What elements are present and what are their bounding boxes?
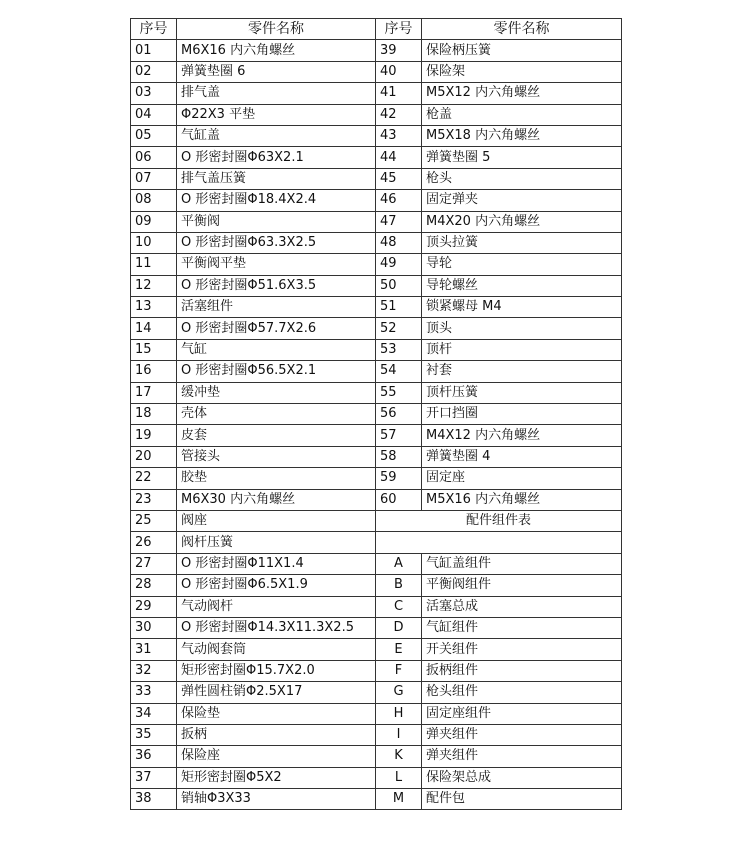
table-row — [131, 275, 622, 296]
part-name: O 形密封圈Φ14.3X11.3X2.5 — [177, 617, 376, 638]
part-name: 气缸盖 — [177, 125, 376, 146]
table-row — [131, 318, 622, 339]
component-code: K — [376, 746, 422, 767]
component-code: B — [376, 575, 422, 596]
table-row — [131, 190, 622, 211]
part-name: M4X20 内六角螺丝 — [422, 211, 622, 232]
part-name: 导轮 — [422, 254, 622, 275]
part-number: 07 — [131, 168, 177, 189]
part-name: 保险座 — [177, 746, 376, 767]
table-row — [131, 232, 622, 253]
table-row — [131, 361, 622, 382]
part-number: 27 — [131, 553, 177, 574]
part-number: 26 — [131, 532, 177, 553]
part-name: Φ22X3 平垫 — [177, 104, 376, 125]
component-code: D — [376, 617, 422, 638]
header-row — [131, 19, 622, 40]
component-name: 枪头组件 — [422, 682, 622, 703]
table-row — [131, 596, 622, 617]
part-number: 42 — [376, 104, 422, 125]
table-row — [131, 682, 622, 703]
part-name: 排气盖压簧 — [177, 168, 376, 189]
part-number: 29 — [131, 596, 177, 617]
header-no-right: 序号 — [376, 19, 422, 40]
header-no-left: 序号 — [131, 19, 177, 40]
part-number: 35 — [131, 724, 177, 745]
part-name: 胶垫 — [177, 468, 376, 489]
table-row — [131, 703, 622, 724]
part-number: 11 — [131, 254, 177, 275]
table-row — [131, 575, 622, 596]
part-name: 气动阀杆 — [177, 596, 376, 617]
component-code: C — [376, 596, 422, 617]
part-name: 皮套 — [177, 425, 376, 446]
part-name: 枪头 — [422, 168, 622, 189]
table-row — [131, 425, 622, 446]
table-row — [131, 789, 622, 810]
part-number: 43 — [376, 125, 422, 146]
component-code: I — [376, 724, 422, 745]
part-number: 48 — [376, 232, 422, 253]
component-code: G — [376, 682, 422, 703]
part-name: O 形密封圈Φ11X1.4 — [177, 553, 376, 574]
part-name: 平衡阀平垫 — [177, 254, 376, 275]
part-number: 54 — [376, 361, 422, 382]
part-name: 固定弹夹 — [422, 190, 622, 211]
part-name: 气缸 — [177, 339, 376, 360]
component-code: H — [376, 703, 422, 724]
table-row — [131, 40, 622, 61]
part-name: M4X12 内六角螺丝 — [422, 425, 622, 446]
part-number: 22 — [131, 468, 177, 489]
part-number: 33 — [131, 682, 177, 703]
part-name: M5X12 内六角螺丝 — [422, 83, 622, 104]
component-name: 活塞总成 — [422, 596, 622, 617]
part-number: 32 — [131, 660, 177, 681]
table-row — [131, 404, 622, 425]
part-number: 50 — [376, 275, 422, 296]
component-code: F — [376, 660, 422, 681]
part-number: 08 — [131, 190, 177, 211]
part-number: 55 — [376, 382, 422, 403]
table-row — [131, 382, 622, 403]
part-name: 保险柄压簧 — [422, 40, 622, 61]
component-code: L — [376, 767, 422, 788]
part-number: 58 — [376, 446, 422, 467]
part-number: 30 — [131, 617, 177, 638]
part-number: 40 — [376, 61, 422, 82]
component-name: 扳柄组件 — [422, 660, 622, 681]
part-name: 锁紧螺母 M4 — [422, 297, 622, 318]
part-name: 弹性圆柱销Φ2.5X17 — [177, 682, 376, 703]
table-row — [131, 510, 622, 531]
part-number: 59 — [376, 468, 422, 489]
part-number: 47 — [376, 211, 422, 232]
part-number: 52 — [376, 318, 422, 339]
part-name: 顶头拉簧 — [422, 232, 622, 253]
part-number: 23 — [131, 489, 177, 510]
part-number: 03 — [131, 83, 177, 104]
table-row — [131, 211, 622, 232]
part-number: 16 — [131, 361, 177, 382]
part-number: 45 — [376, 168, 422, 189]
parts-table-body — [131, 40, 622, 810]
part-name: 开口挡圈 — [422, 404, 622, 425]
component-table-title-space — [376, 532, 622, 553]
part-number: 13 — [131, 297, 177, 318]
part-number: 37 — [131, 767, 177, 788]
table-row — [131, 125, 622, 146]
part-name: O 形密封圈Φ63X2.1 — [177, 147, 376, 168]
table-row — [131, 339, 622, 360]
component-name: 开关组件 — [422, 639, 622, 660]
part-name: 导轮螺丝 — [422, 275, 622, 296]
table-row — [131, 297, 622, 318]
component-code: A — [376, 553, 422, 574]
part-name: M5X16 内六角螺丝 — [422, 489, 622, 510]
table-row — [131, 553, 622, 574]
part-number: 46 — [376, 190, 422, 211]
part-name: 固定座 — [422, 468, 622, 489]
part-number: 10 — [131, 232, 177, 253]
part-name: 枪盖 — [422, 104, 622, 125]
component-code: M — [376, 789, 422, 810]
part-name: 平衡阀 — [177, 211, 376, 232]
part-name: 保险垫 — [177, 703, 376, 724]
part-name: 矩形密封圈Φ5X2 — [177, 767, 376, 788]
part-name: 矩形密封圈Φ15.7X2.0 — [177, 660, 376, 681]
part-number: 12 — [131, 275, 177, 296]
part-name: O 形密封圈Φ57.7X2.6 — [177, 318, 376, 339]
part-number: 57 — [376, 425, 422, 446]
part-number: 05 — [131, 125, 177, 146]
part-name: 顶杆压簧 — [422, 382, 622, 403]
part-name: O 形密封圈Φ56.5X2.1 — [177, 361, 376, 382]
part-name: 阀座 — [177, 510, 376, 531]
part-number: 15 — [131, 339, 177, 360]
part-name: 弹簧垫圈 4 — [422, 446, 622, 467]
part-number: 19 — [131, 425, 177, 446]
part-number: 01 — [131, 40, 177, 61]
part-number: 56 — [376, 404, 422, 425]
header-name-right: 零件名称 — [422, 19, 622, 40]
part-number: 34 — [131, 703, 177, 724]
table-row — [131, 104, 622, 125]
part-number: 09 — [131, 211, 177, 232]
part-number: 06 — [131, 147, 177, 168]
part-name: 弹簧垫圈 6 — [177, 61, 376, 82]
table-row — [131, 660, 622, 681]
component-name: 保险架总成 — [422, 767, 622, 788]
part-name: 销轴Φ3X33 — [177, 789, 376, 810]
table-row — [131, 767, 622, 788]
component-table-title: 配件组件表 — [376, 510, 622, 531]
part-number: 02 — [131, 61, 177, 82]
header-name-left: 零件名称 — [177, 19, 376, 40]
part-number: 17 — [131, 382, 177, 403]
part-name: M6X16 内六角螺丝 — [177, 40, 376, 61]
table-row — [131, 489, 622, 510]
table-row — [131, 639, 622, 660]
part-name: 壳体 — [177, 404, 376, 425]
component-name: 固定座组件 — [422, 703, 622, 724]
part-number: 38 — [131, 789, 177, 810]
part-name: 顶杆 — [422, 339, 622, 360]
part-name: 顶头 — [422, 318, 622, 339]
part-number: 31 — [131, 639, 177, 660]
part-name: O 形密封圈Φ18.4X2.4 — [177, 190, 376, 211]
component-name: 弹夹组件 — [422, 746, 622, 767]
component-code: E — [376, 639, 422, 660]
part-number: 51 — [376, 297, 422, 318]
part-number: 28 — [131, 575, 177, 596]
component-name: 平衡阀组件 — [422, 575, 622, 596]
table-row — [131, 532, 622, 553]
part-name: O 形密封圈Φ51.6X3.5 — [177, 275, 376, 296]
table-row — [131, 61, 622, 82]
component-name: 配件包 — [422, 789, 622, 810]
part-name: 保险架 — [422, 61, 622, 82]
part-number: 36 — [131, 746, 177, 767]
part-name: 管接头 — [177, 446, 376, 467]
parts-table — [130, 18, 622, 810]
table-row — [131, 468, 622, 489]
part-number: 14 — [131, 318, 177, 339]
part-name: 缓冲垫 — [177, 382, 376, 403]
table-row — [131, 254, 622, 275]
part-number: 04 — [131, 104, 177, 125]
table-row — [131, 724, 622, 745]
part-number: 49 — [376, 254, 422, 275]
part-number: 41 — [376, 83, 422, 104]
part-name: 气动阀套筒 — [177, 639, 376, 660]
table-row — [131, 83, 622, 104]
table-row — [131, 746, 622, 767]
part-name: 活塞组件 — [177, 297, 376, 318]
table-row — [131, 147, 622, 168]
part-name: 扳柄 — [177, 724, 376, 745]
part-name: 衬套 — [422, 361, 622, 382]
part-number: 25 — [131, 510, 177, 531]
part-number: 53 — [376, 339, 422, 360]
part-number: 60 — [376, 489, 422, 510]
part-name: O 形密封圈Φ6.5X1.9 — [177, 575, 376, 596]
component-name: 气缸组件 — [422, 617, 622, 638]
table-row — [131, 617, 622, 638]
part-number: 20 — [131, 446, 177, 467]
component-name: 气缸盖组件 — [422, 553, 622, 574]
part-name: O 形密封圈Φ63.3X2.5 — [177, 232, 376, 253]
part-name: 弹簧垫圈 5 — [422, 147, 622, 168]
part-name: M6X30 内六角螺丝 — [177, 489, 376, 510]
part-number: 44 — [376, 147, 422, 168]
part-number: 18 — [131, 404, 177, 425]
component-name: 弹夹组件 — [422, 724, 622, 745]
part-name: 阀杆压簧 — [177, 532, 376, 553]
table-row — [131, 168, 622, 189]
table-row — [131, 446, 622, 467]
part-name: 排气盖 — [177, 83, 376, 104]
part-name: M5X18 内六角螺丝 — [422, 125, 622, 146]
part-number: 39 — [376, 40, 422, 61]
